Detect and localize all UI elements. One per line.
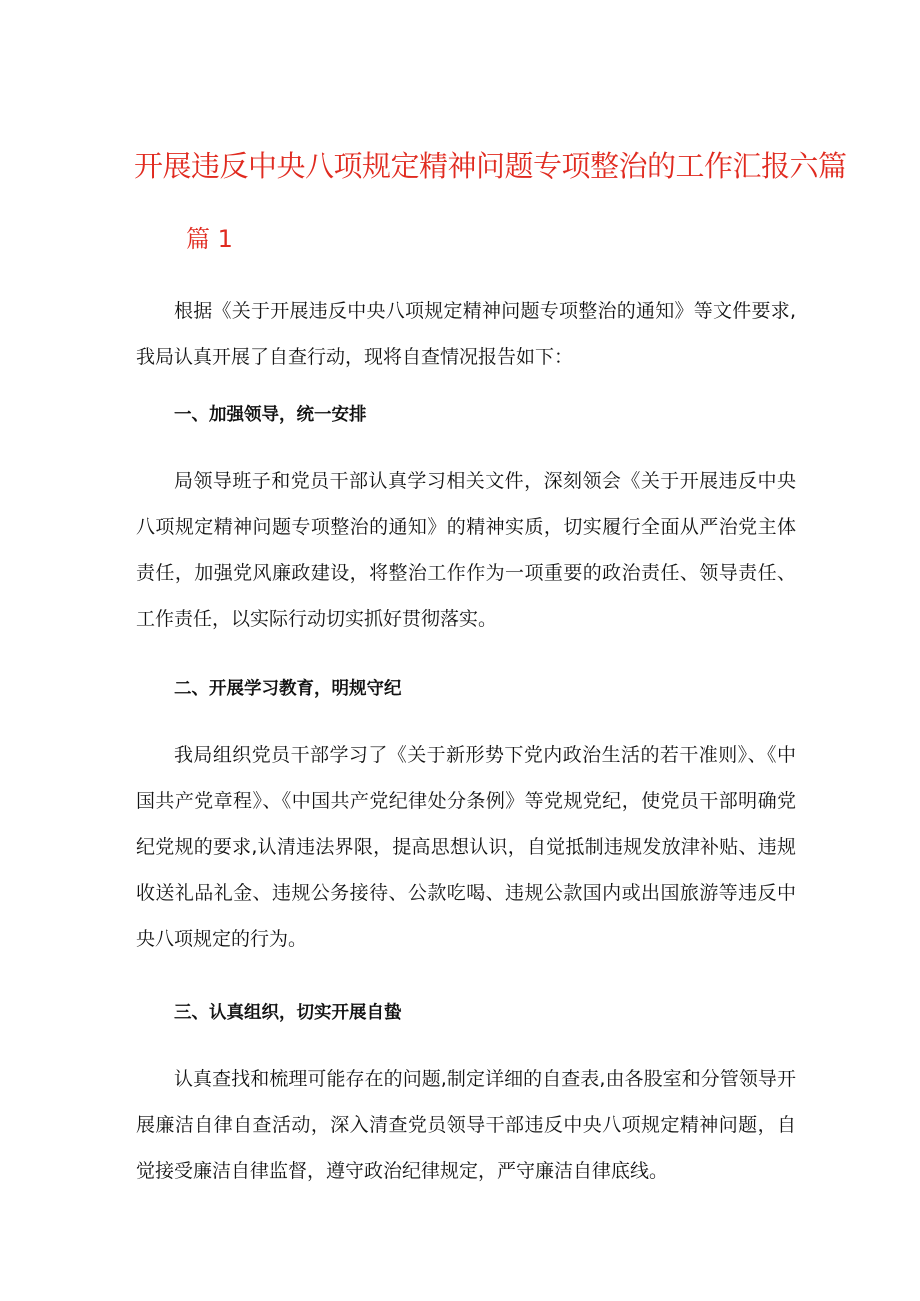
- section-heading-2: 二、开展学习教育，明规守纪: [174, 679, 402, 699]
- section-body-2: 我局组织党员干部学习了《关于新形势下党内政治生活的若干准则》、《中国共产党章程》、《中国共产党纪律处分条例》等党规党纪，使党员干部明确党纪党规的要求,认清违法界限，提高思想认识，自觉抵制违规发放津补贴、违规收送礼品礼金、违规公务接待、公款吃喝、违规公款国内或出国旅游等违反中央八项规定的行为。: [136, 744, 796, 950]
- intro-paragraph: 根据《关于开展违反中央八项规定精神问题专项整治的通知》等文件要求,我局认真开展了自查行动，现将自查情况报告如下：: [136, 300, 796, 368]
- section-heading-1: 一、加强领导，统一安排: [174, 405, 367, 425]
- section-body-1: 局领导班子和党员干部认真学习相关文件，深刻领会《关于开展违反中央八项规定精神问题专项整治的通知》的精神实质，切实履行全面从严治党主体责任，加强党风廉政建设，将整治工作作为一项重要的政治责任、领导责任、工作责任，以实际行动切实抓好贯彻落实。: [136, 470, 796, 630]
- chapter-label: 篇 1: [186, 225, 233, 253]
- section-body-3: 认真查找和梳理可能存在的问题,制定详细的自查表,由各股室和分管领导开展廉洁自律自查活动，深入清查党员领导干部违反中央八项规定精神问题，自觉接受廉洁自律监督，遵守政治纪律规定，严守廉洁自律底线。: [136, 1068, 796, 1182]
- section-heading-3: 三、认真组织，切实开展自蛰: [174, 1003, 402, 1023]
- document-title: 开展违反中央八项规定精神问题专项整治的工作汇报六篇: [134, 149, 847, 183]
